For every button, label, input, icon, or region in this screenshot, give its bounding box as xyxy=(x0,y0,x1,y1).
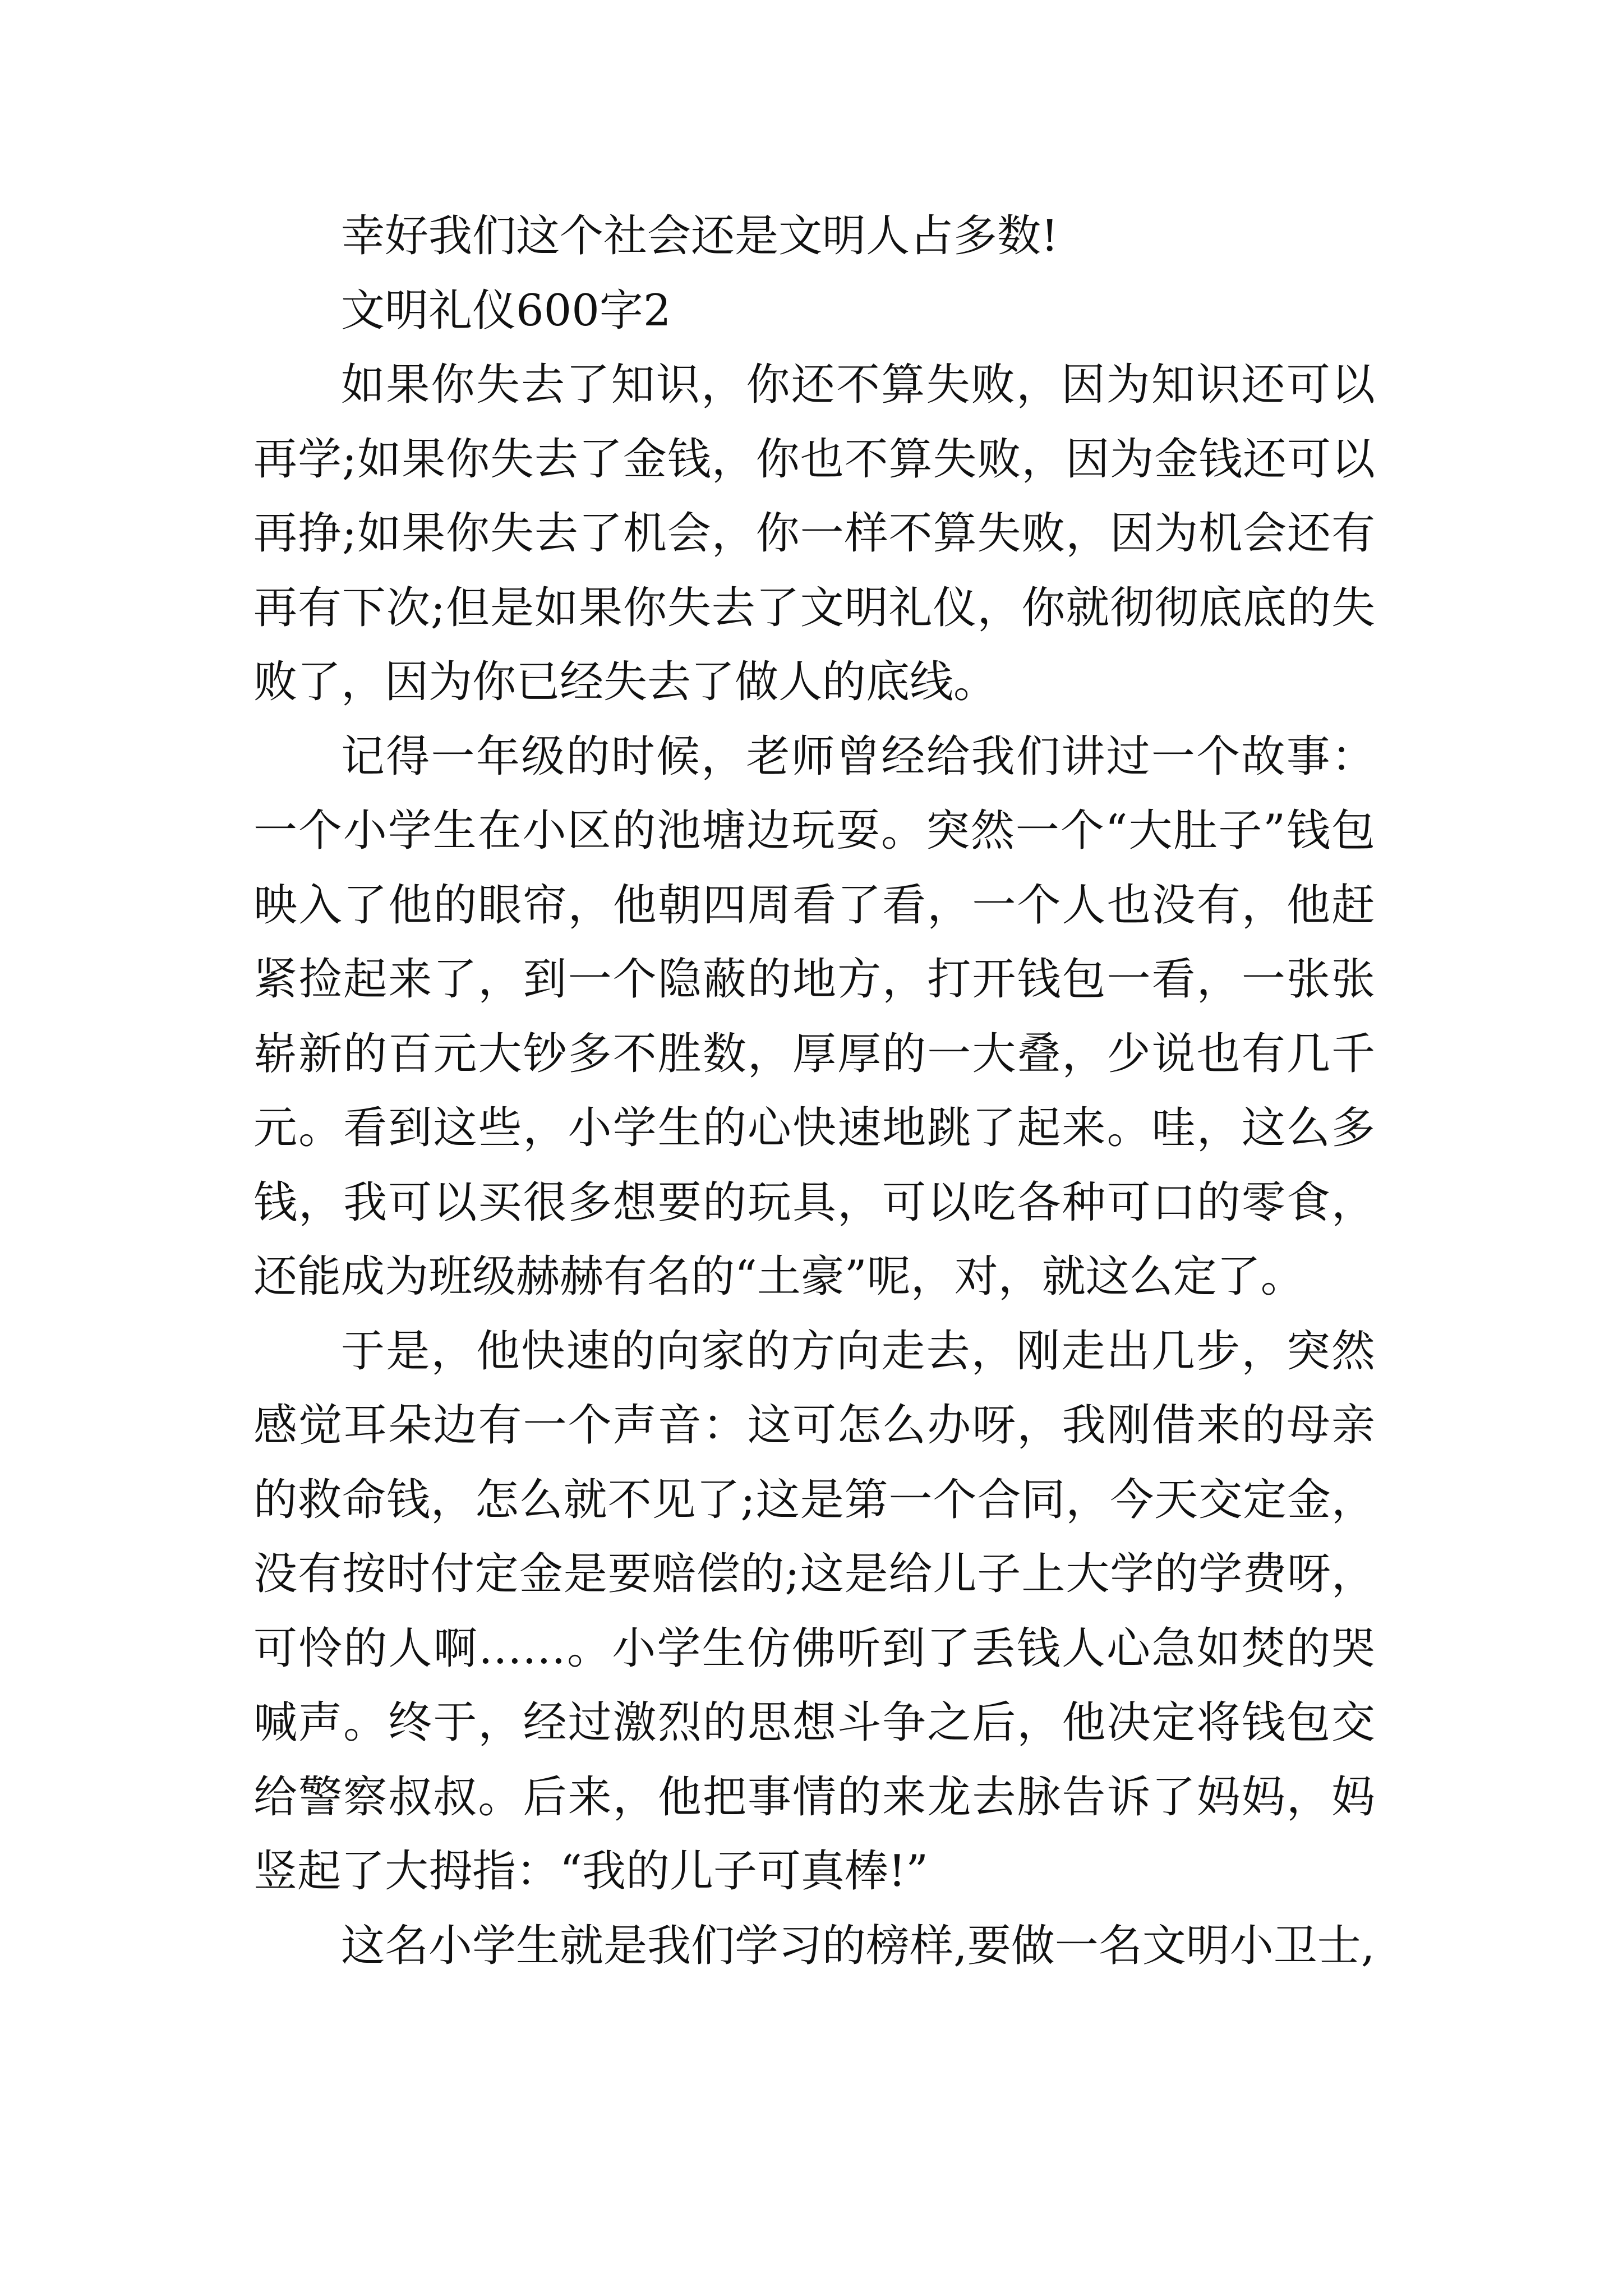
document-body xyxy=(253,199,1375,1983)
paragraph-closing-line: 幸好我们这个社会还是文明人占多数! xyxy=(341,211,1059,261)
paragraph-story: 记得一年级的时候，老师曾经给我们讲过一个故事：一个小学生在小区的池塘边玩耍。突然一个“大肚子”钱包映入了他的眼帘，他朝四周看了看，一个人也没有，他赶紧捡起来了，到一个隐蔽的地方，打开钱包一看，一张张崭新的百元大钞多不胜数，厚厚的一大叠，少说也有几千元。看到这些，小学生的心快速地跳了起来。哇，这么多钱，我可以买很多想要的玩具，可以吃各种可口的零食，还能成为班级赫赫有名的“土豪”呢，对，就这么定了。 xyxy=(253,731,1375,1302)
paragraph-conclusion: 这名小学生就是我们学习的榜样,要做一名文明小卫士, xyxy=(341,1920,1375,1971)
paragraph-intro: 如果你失去了知识，你还不算失败，因为知识还可以再学;如果你失去了金钱，你也不算失败，因为金钱还可以再挣;如果你失去了机会，你一样不算失败，因为机会还有再有下次;但是如果你失去了文明礼仪，你就彻彻底底的失败了，因为你已经失去了做人的底线。 xyxy=(253,360,1375,707)
paragraph-story-continued: 于是，他快速的向家的方向走去，刚走出几步，突然感觉耳朵边有一个声音：这可怎么办呀，我刚借来的母亲的救命钱，怎么就不见了;这是第一个合同，今天交定金，没有按时付定金是要赔偿的;这是给儿子上大学的学费呀，可怜的人啊……。小学生仿佛听到了丢钱人心急如焚的哭喊声。终于，经过激烈的思想斗争之后，他决定将钱包交给警察叔叔。后来，他把事情的来龙去脉告诉了妈妈，妈竖起了大拇指：“我的儿子可真棒!” xyxy=(253,1326,1375,1897)
section-heading: 文明礼仪600字2 xyxy=(341,285,671,336)
